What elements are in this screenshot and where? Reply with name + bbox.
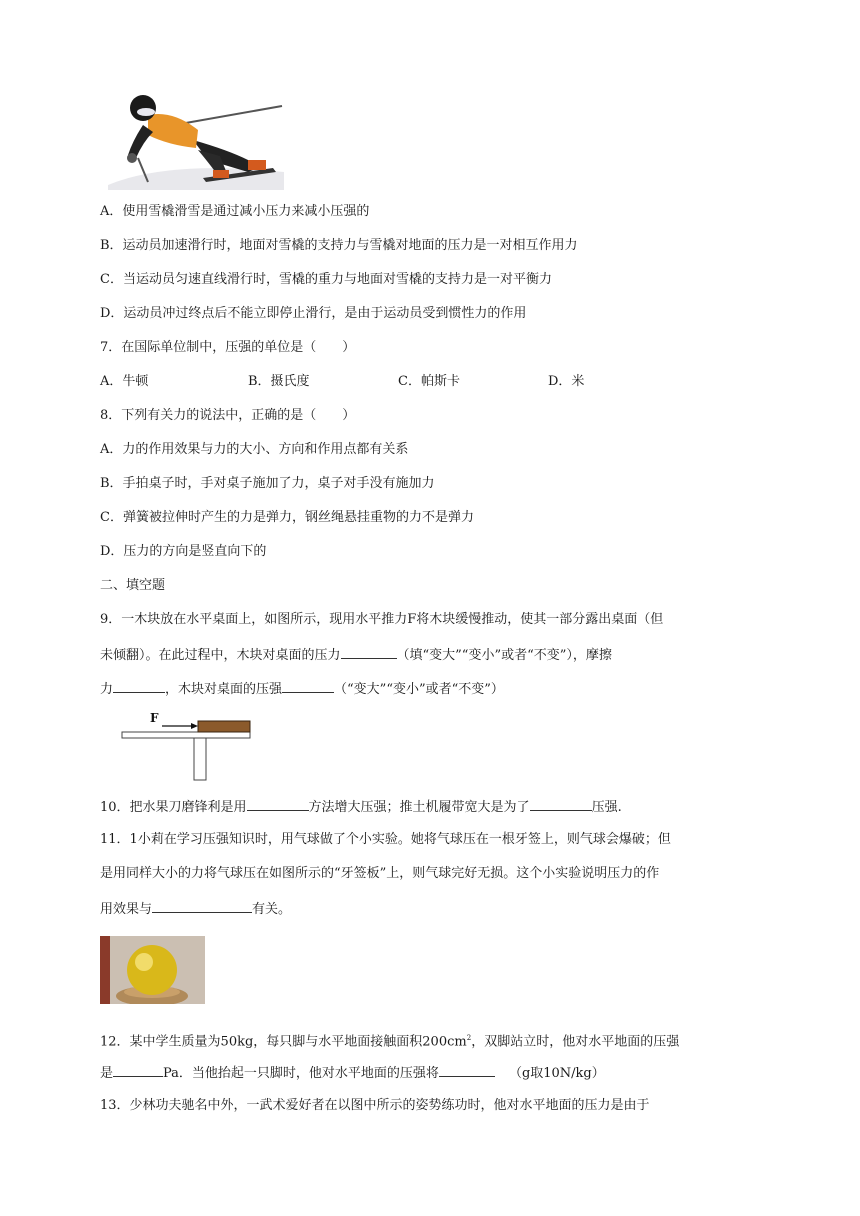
q6-option-b: B．运动员加速滑行时，地面对雪橇的支持力与雪橇对地面的压力是一对相互作用力: [100, 238, 578, 253]
q9-line2: [100, 645, 612, 665]
q8-option-b: B．手拍桌子时，手对桌子施加了力，桌子对手没有施加力: [100, 476, 435, 491]
q8-option-d: D．压力的方向是竖直向下的: [100, 544, 267, 559]
q11-line3: [100, 899, 291, 919]
q11-line2: 是用同样大小的力将气球压在如图所示的“牙签板”上，则气球完好无损。这个小实验说明压力的作: [100, 866, 660, 881]
q12-blank-2[interactable]: [439, 1063, 495, 1077]
section-heading: 二、填空题: [100, 578, 166, 593]
q10-text: 压强.: [591, 800, 622, 815]
q11-line1: 11．1小莉在学习压强知识时，用气球做了个小实验。她将气球压在一根牙签上，则气球会爆破；但: [100, 832, 671, 847]
q13-line1: 13．少林功夫驰名中外，一武术爱好者在以图中所示的姿势练功时，他对水平地面的压力是由于: [100, 1098, 650, 1113]
q10-text: 方法增大压强；推土机履带宽大是为了: [308, 800, 530, 815]
q11-text: 用效果与: [100, 902, 153, 917]
q12-line1: [100, 1029, 679, 1051]
q7-option-b: B．摄氏度: [248, 374, 310, 389]
q12-text: ，双脚站立时，他对水平地面的压强: [471, 1034, 680, 1050]
q11-blank[interactable]: [152, 899, 252, 913]
q11-text: 有关。: [252, 902, 292, 917]
q9-blank-1[interactable]: [341, 645, 397, 659]
force-label: F: [150, 711, 159, 725]
block-table-figure: [118, 710, 258, 782]
q9-line1: 9．一木块放在水平桌面上，如图所示，现用水平推力F将木块缓慢推动，使其一部分露出桌面（但: [100, 612, 664, 627]
q8-option-a: A．力的作用效果与力的大小、方向和作用点都有关系: [100, 442, 409, 457]
q7-option-a: A．牛顿: [100, 374, 149, 389]
q7-stem: 7．在国际单位制中，压强的单位是（ ）: [100, 340, 356, 355]
q12-text: Pa．当他抬起一只脚时，他对水平地面的压强将: [163, 1066, 439, 1081]
q12-text: 12．某中学生质量为50kg，每只脚与水平地面接触面积200cm: [100, 1034, 467, 1050]
q9-blank-3[interactable]: [282, 679, 334, 693]
q7-option-d: D．米: [548, 374, 585, 389]
q12-text: 是: [100, 1066, 114, 1081]
q10-blank-1[interactable]: [247, 797, 309, 811]
q9-text: ，木块对桌面的压强: [165, 682, 283, 697]
q9-blank-2[interactable]: [113, 679, 165, 693]
q7-option-c: C．帕斯卡: [398, 374, 460, 389]
q10-blank-2[interactable]: [530, 797, 592, 811]
q9-text: 未倾翻）。在此过程中，木块对桌面的压力: [100, 648, 341, 663]
q9-text: 力: [100, 682, 114, 697]
q10-text: 10．把水果刀磨锋利是用: [100, 800, 247, 815]
q8-stem: 8．下列有关力的说法中，正确的是（ ）: [100, 408, 356, 423]
q12-line2: [100, 1063, 605, 1083]
q10-line: [100, 797, 622, 817]
balloon-photo: [100, 936, 205, 1004]
q8-option-c: C．弹簧被拉伸时产生的力是弹力，钢丝绳悬挂重物的力不是弹力: [100, 510, 474, 525]
q12-text: （g取10N/kg）: [508, 1066, 605, 1081]
skier-image: [108, 90, 284, 190]
q12-superscript: 2: [466, 1034, 472, 1042]
q6-option-c: C．当运动员匀速直线滑行时，雪橇的重力与地面对雪橇的支持力是一对平衡力: [100, 272, 552, 287]
q9-text: （“变大”“变小”或者“不变”）: [334, 682, 504, 697]
q6-option-a: A．使用雪橇滑雪是通过减小压力来减小压强的: [100, 204, 370, 219]
q9-text: （填“变大”“变小”或者“不变”），摩擦: [396, 648, 612, 663]
q6-option-d: D．运动员冲过终点后不能立即停止滑行，是由于运动员受到惯性力的作用: [100, 306, 527, 321]
q9-line3: [100, 679, 504, 699]
q12-blank-1[interactable]: [113, 1063, 163, 1077]
